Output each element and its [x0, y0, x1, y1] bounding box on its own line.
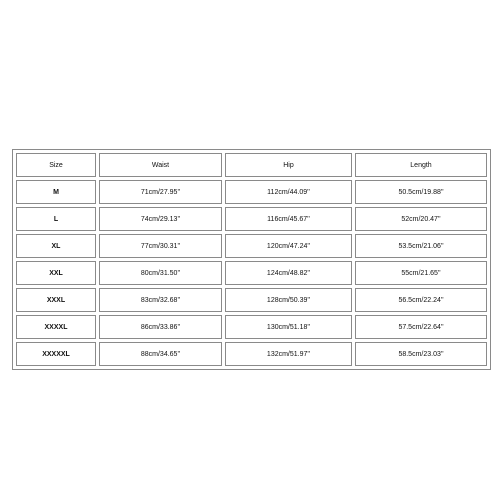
- size-cell: M: [16, 180, 96, 204]
- header-hip: Hip: [225, 153, 352, 177]
- hip-cell: 112cm/44.09'': [225, 180, 352, 204]
- hip-cell: 124cm/48.82'': [225, 261, 352, 285]
- size-cell: XXXL: [16, 288, 96, 312]
- length-cell: 53.5cm/21.06'': [355, 234, 487, 258]
- table-row: [16, 315, 487, 339]
- waist-cell: 71cm/27.95'': [99, 180, 222, 204]
- hip-cell: 130cm/51.18'': [225, 315, 352, 339]
- table-row: [16, 234, 487, 258]
- waist-cell: 86cm/33.86'': [99, 315, 222, 339]
- size-chart-table: [12, 149, 491, 370]
- waist-cell: 83cm/32.68'': [99, 288, 222, 312]
- header-waist: Waist: [99, 153, 222, 177]
- size-cell: XXL: [16, 261, 96, 285]
- table-row: [16, 261, 487, 285]
- hip-cell: 120cm/47.24'': [225, 234, 352, 258]
- size-cell: L: [16, 207, 96, 231]
- waist-cell: 77cm/30.31'': [99, 234, 222, 258]
- table-row: [16, 342, 487, 366]
- length-cell: 56.5cm/22.24'': [355, 288, 487, 312]
- waist-cell: 74cm/29.13'': [99, 207, 222, 231]
- length-cell: 52cm/20.47'': [355, 207, 487, 231]
- length-cell: 50.5cm/19.88'': [355, 180, 487, 204]
- size-cell: XL: [16, 234, 96, 258]
- size-cell: XXXXXL: [16, 342, 96, 366]
- hip-cell: 128cm/50.39'': [225, 288, 352, 312]
- hip-cell: 116cm/45.67'': [225, 207, 352, 231]
- table-row: [16, 180, 487, 204]
- table-header-row: [16, 153, 487, 177]
- length-cell: 57.5cm/22.64'': [355, 315, 487, 339]
- header-size: Size: [16, 153, 96, 177]
- waist-cell: 80cm/31.50'': [99, 261, 222, 285]
- length-cell: 55cm/21.65'': [355, 261, 487, 285]
- waist-cell: 88cm/34.65'': [99, 342, 222, 366]
- hip-cell: 132cm/51.97'': [225, 342, 352, 366]
- table-row: [16, 288, 487, 312]
- length-cell: 58.5cm/23.03'': [355, 342, 487, 366]
- table-row: [16, 207, 487, 231]
- header-length: Length: [355, 153, 487, 177]
- size-cell: XXXXL: [16, 315, 96, 339]
